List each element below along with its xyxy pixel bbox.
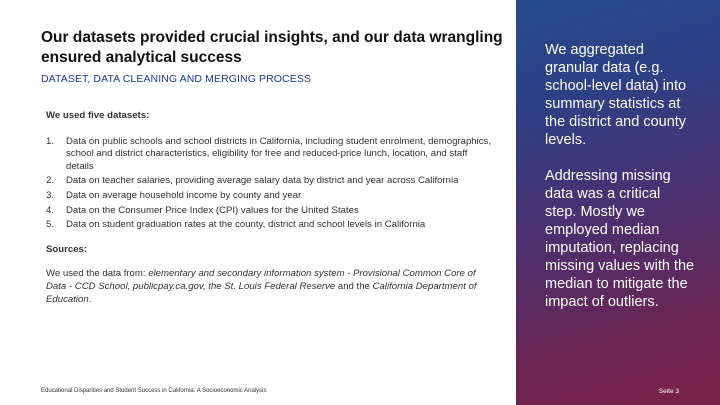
datasets-list <box>46 136 494 232</box>
list-item-number: 3. <box>46 189 55 201</box>
side-panel-text <box>545 41 695 329</box>
list-item-number: 1. <box>46 135 55 147</box>
sources-heading: Sources: <box>46 243 88 255</box>
list-item <box>46 175 494 188</box>
list-item-number: 4. <box>46 204 55 216</box>
side-paragraph-aggregation: We aggregated granular data (e.g. school-level data) into summary statistics at the district and county levels. <box>545 42 687 148</box>
list-item <box>46 219 494 232</box>
sources-italic-2: California Department of Education <box>46 280 477 305</box>
list-item <box>46 136 494 174</box>
list-item <box>46 205 494 218</box>
sources-text <box>46 268 494 306</box>
sources-italic-1: elementary and secondary information system - Provisional Common Core of Data - CCD School, publicpay.ca.gov, the St. Louis Federal Reserve <box>46 268 476 292</box>
list-item <box>46 190 494 203</box>
list-item-number: 5. <box>46 219 55 231</box>
list-item-number: 2. <box>46 175 55 187</box>
footer-text: Educational Disparities and Student Success in California: A Socioeconomic Analysis <box>41 388 267 394</box>
side-paragraph-missing-data: Addressing missing data was a critical step. Mostly we employed median imputation, replacing missing values with the median to mitigate the impact of outliers. <box>545 168 695 310</box>
list-item-text: Data on public schools and school districts in California, including student enrolment, demographics, school and district characteristics, eligibility for free and reduced-price lunch, location, and staff details <box>66 135 492 172</box>
main-content <box>46 110 494 306</box>
datasets-intro: We used five datasets: <box>46 110 150 121</box>
list-item-text: Data on the Consumer Price Index (CPI) values for the United States <box>66 204 359 216</box>
sources-suffix: . <box>88 293 92 305</box>
list-item-text: Data on student graduation rates at the county, district and school levels in California <box>66 219 426 231</box>
slide-title: Our datasets provided crucial insights, and our data wrangling ensured analytical success <box>41 29 503 66</box>
list-item-text: Data on average household income by county and year <box>66 189 302 201</box>
page-number: Seite 3 <box>658 388 679 395</box>
list-item-text: Data on teacher salaries, providing average salary data by district and year across California <box>66 175 459 187</box>
slide-subtitle: DATASET, DATA CLEANING AND MERGING PROCESS <box>41 73 312 85</box>
sources-prefix: We used the data from: <box>46 268 149 280</box>
sources-middle: and the <box>335 280 373 292</box>
